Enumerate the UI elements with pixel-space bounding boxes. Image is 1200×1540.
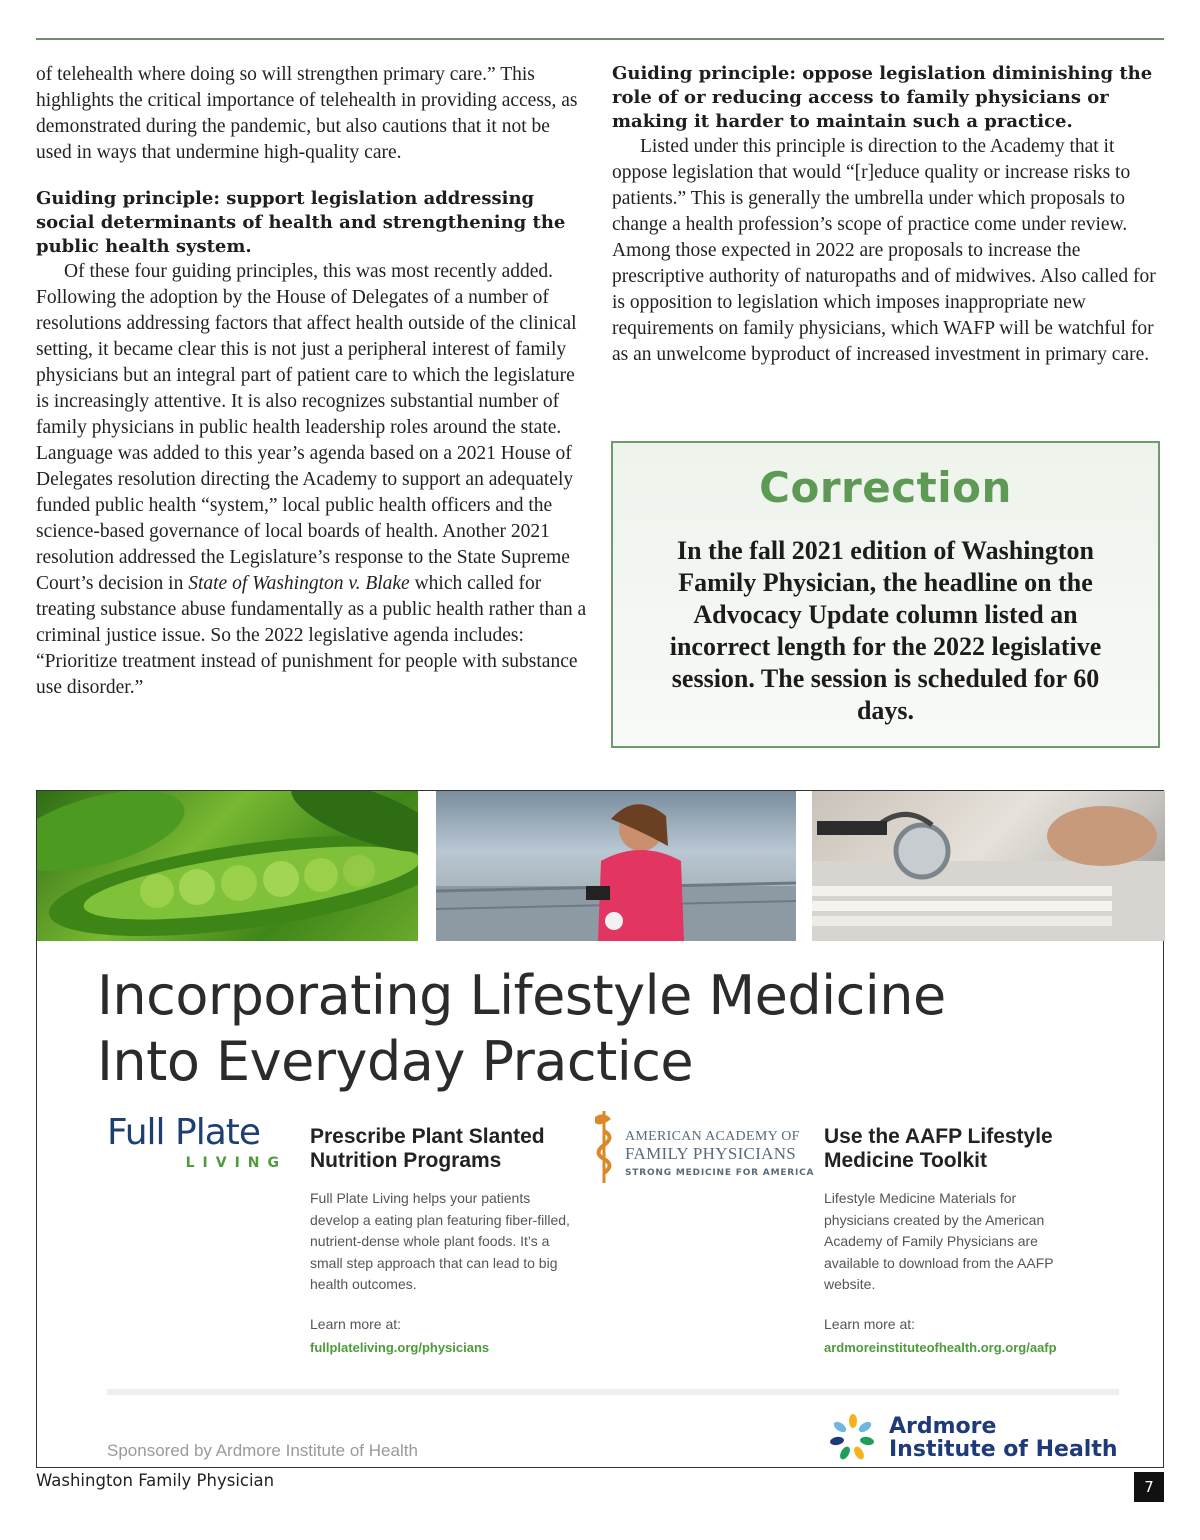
case-name: State of Washington v. Blake <box>188 573 410 594</box>
promo-full-plate <box>310 1125 570 1355</box>
ardmore-logo: Ardmore Institute of Health <box>825 1413 1125 1463</box>
left-para-1: of telehealth where doing so will strengthen primary care.” This highlights the critical importance of telehealth in providing access, as demonstrated during the pandemic, but also cautions that it not be used in ways that undermine high-quality care. <box>36 64 578 163</box>
runner-photo <box>436 791 796 941</box>
aafp-logo: AMERICAN ACADEMY OF FAMILY PHYSICIANS STRONG MEDICINE FOR AMERICA <box>589 1109 799 1189</box>
promo1-learn-more: Learn more at: <box>310 1315 402 1332</box>
stethoscope-photo <box>812 791 1165 941</box>
promo1-link[interactable]: fullplateliving.org/physicians <box>310 1339 490 1355</box>
promo2-heading: Use the AAFP Lifestyle Medicine Toolkit <box>824 1125 1053 1172</box>
correction-box <box>611 441 1160 748</box>
correction-body: In the fall 2021 edition of Washington Family Physician, the headline on the Advocacy Update column listed an incorrect length for the 2022 legislative session. The session is scheduled for 60 days. <box>669 536 1102 725</box>
correction-title: Correction <box>759 463 1012 512</box>
sponsor-line: Sponsored by Ardmore Institute of Health <box>107 1441 418 1460</box>
lifestyle-medicine-ad <box>36 790 1164 1468</box>
page-number: 7 <box>1134 1472 1164 1502</box>
promo-aafp-toolkit <box>824 1125 1084 1355</box>
publication-name: Washington Family Physician <box>36 1471 275 1490</box>
left-heading: Guiding principle: support legislation addressing social determinants of health and strengthening the public health system. <box>36 188 566 257</box>
ad-title: Incorporating Lifestyle Medicine Into Everyday Practice <box>97 964 946 1093</box>
ad-divider <box>107 1389 1119 1395</box>
left-para-2: Of these four guiding principles, this was most recently added. Following the adoption by the House of Delegates of a number of resolutions addressing factors that affect health outside of the clinical setting, it became clear this is not just a peripheral interest of family physicians but an integral part of patient care to which the legislature is increasingly attentive. It is also recognizes substantial number of family physicians in public health leadership roles around the state. Language was added to this year’s agenda based on a 2021 House of Delegates resolution directing the Academy to support an adequately funded public health “system,” local public health officers and the science-based governance of local boards of health. Another 2021 resolution addressed the Legislature’s response to the State Supreme Court’s decision in State of Washington v. Blake which called for treating substance abuse fundamentally as a public health rather than a criminal justice issue. So the 2022 legislative agenda includes: “Prioritize treatment instead of punishment for people with substance use disorder.” <box>36 261 587 698</box>
ardmore-flower-icon <box>825 1413 881 1463</box>
right-column <box>612 62 1164 368</box>
right-para: Listed under this principle is direction to the Academy that it oppose legislation that would “[r]educe quality or increase risks to patients.” This is generally the umbrella under which proposals to change a health profession’s scope of practice come under review. Among those expected in 2022 are proposals to increase the prescriptive authority of naturopaths and of midwives. Also called for is opposition to legislation which imposes inappropriate new requirements on family physicians, which WAFP will be watchful for as an unwelcome byproduct of increased investment in primary care. <box>612 136 1156 365</box>
promo2-description: Lifestyle Medicine Materials for physicians created by the American Academy of Family Physicians are available to download from the AAFP website. <box>824 1190 1054 1292</box>
promo1-description: Full Plate Living helps your patients develop a eating plan featuring fiber-filled, nutrient-dense whole plant foods. It’s a small step approach that can lead to big health outcomes. <box>310 1190 570 1292</box>
top-rule <box>36 38 1164 40</box>
full-plate-living-logo: Full Plate LIVING <box>107 1112 287 1171</box>
promo1-heading: Prescribe Plant Slanted Nutrition Programs <box>310 1125 545 1172</box>
promo2-learn-more: Learn more at: <box>824 1315 916 1332</box>
promo2-link[interactable]: ardmoreinstituteofhealth.org.org/aafp <box>824 1339 1057 1355</box>
left-column <box>36 62 590 701</box>
right-heading: Guiding principle: oppose legislation diminishing the role of or reducing access to family physicians or making it harder to maintain such a practice. <box>612 63 1153 132</box>
peas-photo <box>37 791 418 941</box>
aafp-staff-icon <box>589 1109 619 1185</box>
